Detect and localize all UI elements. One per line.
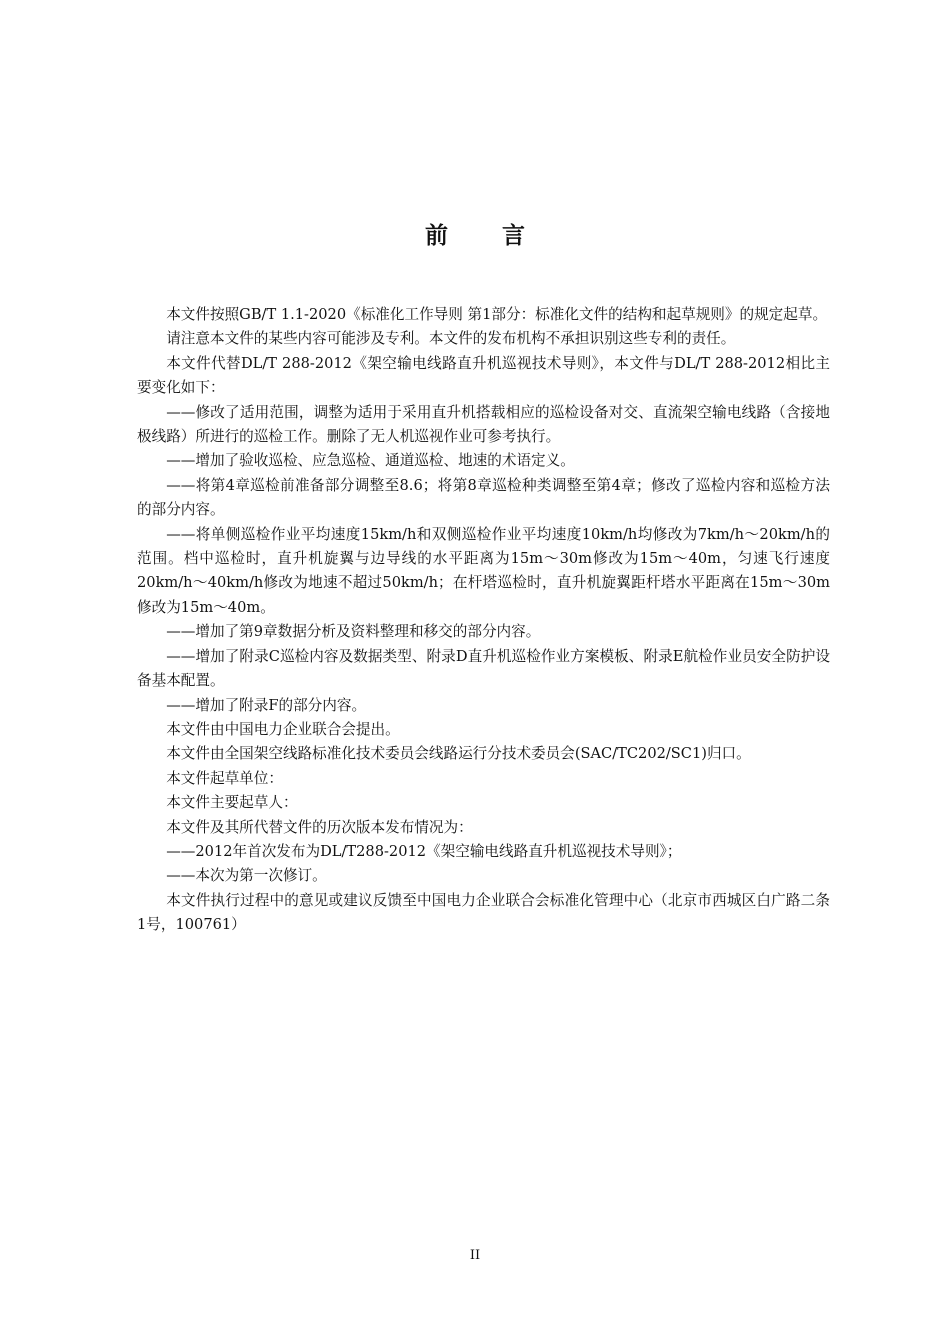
change-list-item: ——增加了附录F的部分内容。 <box>166 696 367 714</box>
paragraph: 本文件代替DL/T 288-2012《架空输电线路直升机巡视技术导则》，本文件与DL/T 288-2012相比主要变化如下： <box>137 354 830 397</box>
paragraph: 本文件由中国电力企业联合会提出。 <box>166 720 400 738</box>
change-list-item: ——将第4章巡检前准备部分调整至8.6；将第8章巡检种类调整至第4章；修改了巡检内容和巡检方法的部分内容。 <box>137 476 830 519</box>
change-list-item: ——修改了适用范围，调整为适用于采用直升机搭载相应的巡检设备对交、直流架空输电线路（含接地极线路）所进行的巡检工作。删除了无人机巡视作业可参考执行。 <box>137 403 830 446</box>
paragraph: 本文件主要起草人： <box>166 794 298 812</box>
history-list-item: ——本次为第一次修订。 <box>166 867 327 885</box>
change-list-item: ——增加了第9章数据分析及资料整理和移交的部分内容。 <box>166 623 541 641</box>
paragraph: 本文件执行过程中的意见或建议反馈至中国电力企业联合会标准化管理中心（北京市西城区白广路二条1号，100761） <box>137 891 830 934</box>
history-list-item: ——2012年首次发布为DL/T288-2012《架空输电线路直升机巡视技术导则》； <box>166 842 682 860</box>
paragraph: 本文件起草单位： <box>166 769 283 787</box>
page-title: 前言 <box>425 223 579 249</box>
change-list-item: ——增加了附录C巡检内容及数据类型、附录D直升机巡检作业方案模板、附录E航检作业员安全防护设备基本配置。 <box>137 647 830 690</box>
page-number: II <box>469 1248 481 1263</box>
change-list-item: ——增加了验收巡检、应急巡检、通道巡检、地速的术语定义。 <box>166 452 575 470</box>
change-list-item: ——将单侧巡检作业平均速度15km/h和双侧巡检作业平均速度10km/h均修改为7km/h～20km/h的范围。档中巡检时，直升机旋翼与边导线的水平距离为15m～30m修改为15m～40m，匀速飞行速度20km/h～40km/h修改为地速不超过50km/h；在杆塔巡检时，直升机旋翼距杆塔水平距离在15m～30m修改为15m～40m。 <box>137 525 830 616</box>
foreword-body <box>137 303 830 938</box>
paragraph: 本文件由全国架空线路标准化技术委员会线路运行分技术委员会(SAC/TC202/SC1)归口。 <box>166 745 751 763</box>
paragraph: 请注意本文件的某些内容可能涉及专利。本文件的发布机构不承担识别这些专利的责任。 <box>166 330 736 348</box>
paragraph: 本文件及其所代替文件的历次版本发布情况为： <box>166 818 473 836</box>
paragraph: 本文件按照GB/T 1.1-2020《标准化工作导则 第1部分：标准化文件的结构和起草规则》的规定起草。 <box>166 306 828 323</box>
